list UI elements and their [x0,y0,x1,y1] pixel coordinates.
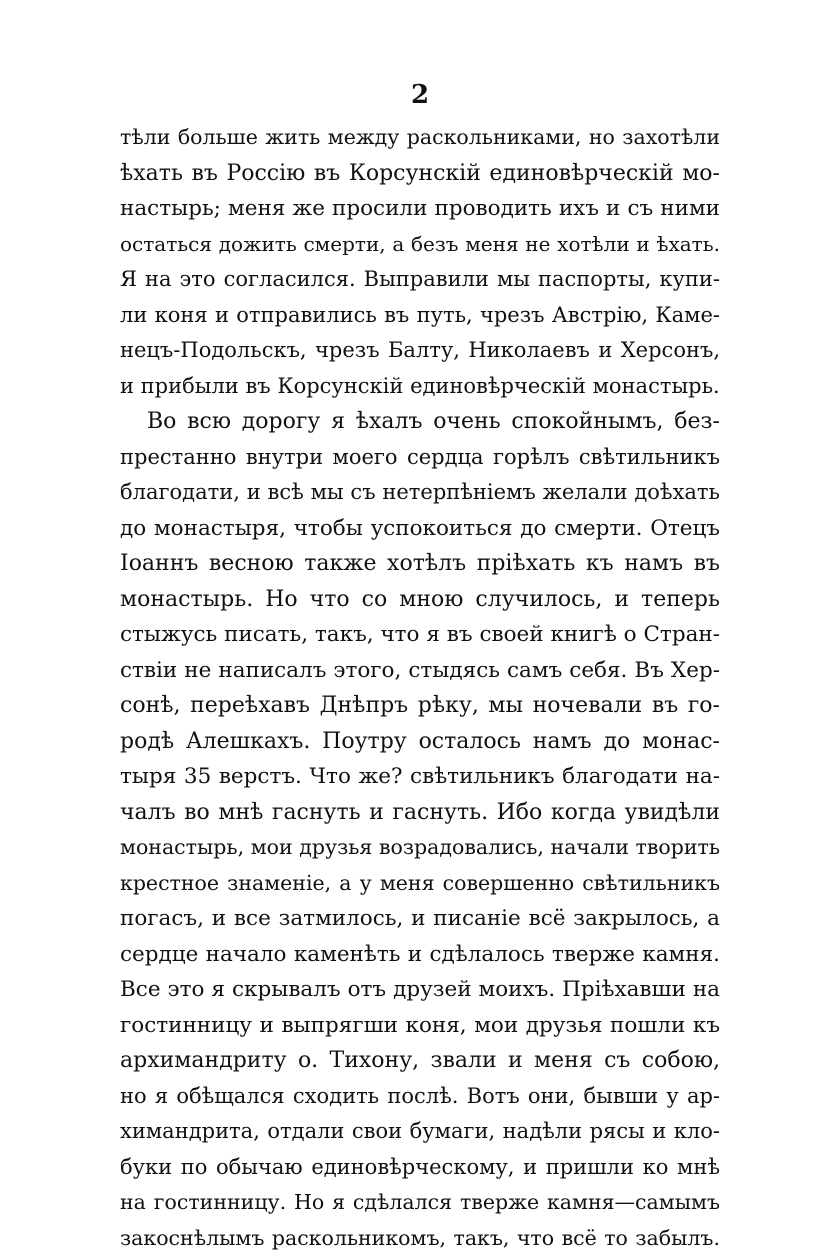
paragraph-start-line: Во всю дорогу я ѣхалъ очень спокойнымъ, без- [120,404,720,440]
text-line: престанно внутри моего сердца горѣлъ свѣтильникъ [120,440,720,476]
text-line: химандрита, отдали свои бумаги, надѣли рясы и кло- [120,1114,720,1150]
text-line: родѣ Алешкахъ. Поутру осталось намъ до монас- [120,724,720,760]
text-line: ствіи не написалъ этого, стыдясь самъ себя. Въ Хер- [120,653,720,689]
text-line: сонѣ, переѣхавъ Днѣпръ рѣку, мы ночевали въ го- [120,688,720,724]
text-line: настырь; меня же просили проводить ихъ и съ ними [120,191,720,227]
text-line: стыжусь писать, такъ, что я въ своей книгѣ о Стран- [120,617,720,653]
text-line: тыря 35 верстъ. Что же? свѣтильникъ благодати на- [120,759,720,795]
text-line: чалъ во мнѣ гаснуть и гаснуть. Ибо когда увидѣли [120,795,720,831]
text-line: буки по обычаю единовѣрческому, и пришли ко мнѣ [120,1150,720,1186]
text-line: остаться дожить смерти, а безъ меня не хотѣли и ѣхать. [120,227,720,263]
text-line: Я на это согласился. Выправили мы паспорты, купи- [120,262,720,298]
text-line: Іоаннъ весною также хотѣлъ пріѣхать къ намъ въ [120,546,720,582]
text-line: погасъ, и все затмилось, и писаніе всё закрылось, а [120,901,720,937]
text-line: гостинницу и выпрягши коня, мои друзья пошли къ [120,1008,720,1044]
text-line: и прибыли въ Корсунскій единовѣрческій монастырь. [120,369,720,405]
body-text [120,120,720,1256]
text-line: ли коня и отправились въ путь, чрезъ Австрію, Каме- [120,298,720,334]
text-line: до монастыря, чтобы успокоиться до смерти. Отецъ [120,511,720,547]
text-line: архимандриту о. Тихону, звали и меня съ собою, [120,1043,720,1079]
text-line: благодати, и всѣ мы съ нетерпѣніемъ желали доѣхать [120,475,720,511]
text-line: нецъ-Подольскъ, чрезъ Балту, Николаевъ и Херсонъ, [120,333,720,369]
text-line: сердце начало каменѣть и сдѣлалось тверже камня. [120,937,720,973]
text-line: закоснѣлымъ раскольникомъ, такъ, что всё то забылъ. [120,1221,720,1256]
text-line: на гостинницу. Но я сдѣлался тверже камня—самымъ [120,1185,720,1221]
text-line: но я обѣщался сходить послѣ. Вотъ они, бывши у ар- [120,1079,720,1115]
text-line: ѣхать въ Россію въ Корсунскій единовѣрческій мо- [120,156,720,192]
text-line: тѣли больше жить между раскольниками, но захотѣли [120,120,720,156]
text-line: монастырь. Но что со мною случилось, и теперь [120,582,720,618]
text-line: монастырь, мои друзья возрадовались, начали творить [120,830,720,866]
text-line: Все это я скрывалъ отъ друзей моихъ. Пріѣхавши на [120,972,720,1008]
text-line: крестное знаменіе, а у меня совершенно свѣтильникъ [120,866,720,902]
page-number: 2 [0,80,840,110]
